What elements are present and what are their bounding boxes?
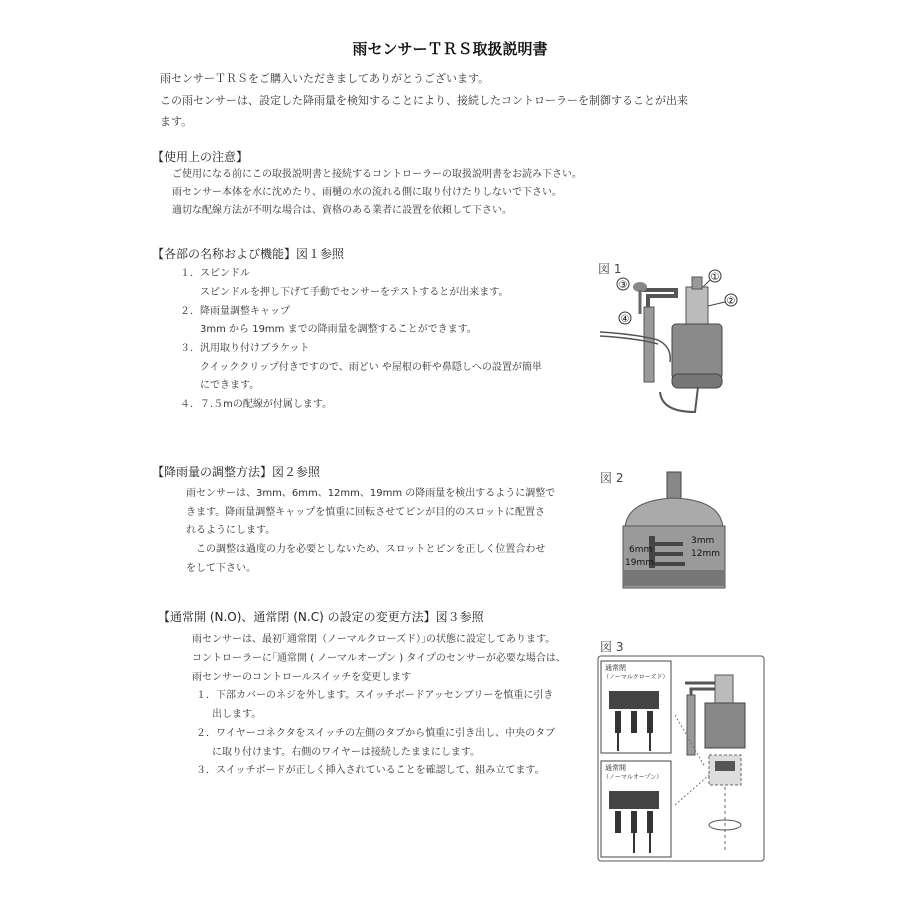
figure-2-label: 図 2 [600, 471, 624, 485]
figure-3-switch-illustration [597, 655, 767, 865]
switch-line-1: 雨センサーは、最初｢通常閉（ノーマルクローズド）｣の状態に設定してあります。 [192, 634, 556, 645]
document-title: 雨センサーＴＲＳ取扱説明書 [352, 40, 548, 58]
intro-line-1: 雨センサーＴＲＳをご購入いただきましてありがとうございます。 [160, 72, 490, 85]
mark-3mm: 3mm [691, 536, 715, 546]
adjust-line-2: きます。降雨量調整キャップを慎重に回転させてピンが目的のスロットに配置さ [186, 507, 545, 518]
switch-line-6: ２．ワイヤーコネクタをスイッチの左側のタブから慎重に引き出し、中央のタブ [196, 728, 556, 739]
adjust-line-1: 雨センサーは、3mm、6mm、12mm、19mm の降雨量を検出するように調整で [186, 488, 556, 499]
parts-heading: 【各部の名称および機能】図１参照 [152, 247, 345, 261]
nc-label-1: 通常閉 [605, 664, 626, 672]
mark-6mm: 6mm [629, 545, 653, 555]
switch-line-7: に取り付けます。右側のワイヤーは接続したままにします。 [212, 747, 481, 758]
no-label-2: （ノーマルオープン） [603, 774, 663, 781]
figure-2-cap-illustration [615, 470, 735, 595]
callout-4: ④ [620, 314, 630, 325]
intro-line-2: この雨センサーは、設定した降雨量を検知することにより、接続したコントローラーを制御することが出来 [160, 94, 688, 107]
parts-line-8: ４．７.５mの配線が付属します。 [180, 399, 333, 410]
parts-line-6: クイッククリップ付きですので、雨どい や屋根の軒や鼻隠しへの設置が簡単 [200, 362, 542, 373]
parts-line-1: １．スピンドル [180, 268, 250, 279]
callout-2: ② [726, 296, 736, 307]
switch-line-2: コントローラーに｢通常開 ( ノーマルオープン ) タイプのセンサーが必要な場合は、 [192, 653, 566, 664]
parts-line-5: ３．汎用取り付けブラケット [180, 343, 310, 354]
switch-line-8: ３．スイッチボードが正しく挿入されていることを確認して、組み立てます。 [196, 765, 545, 776]
adjust-heading: 【降雨量の調整方法】図２参照 [152, 465, 321, 479]
nc-label-2: （ノーマルクローズド） [603, 674, 669, 681]
caution-heading: 【使用上の注意】 [152, 150, 249, 164]
caution-line-1: ご使用になる前にこの取扱説明書と接続するコントローラーの取扱説明書をお読み下さい。 [172, 169, 582, 180]
switch-line-5: 出します。 [212, 709, 262, 720]
no-label-1: 通常開 [605, 764, 626, 772]
adjust-line-4: この調整は過度の力を必要としないため、スロットとピンを正しく位置合わせ [196, 544, 546, 555]
callout-1: ① [710, 272, 720, 283]
adjust-line-5: をして下さい。 [186, 563, 256, 574]
figure-1-label: 図 1 [598, 262, 622, 276]
parts-line-4: 3mm から 19mm までの降雨量を調整することができます。 [200, 324, 477, 335]
caution-line-3: 適切な配線方法が不明な場合は、資格のある業者に設置を依頼して下さい。 [172, 205, 512, 216]
parts-line-7: にできます。 [200, 380, 260, 391]
adjust-line-3: れるようにします。 [186, 525, 276, 536]
figure-1-sensor-illustration [580, 262, 750, 432]
figure-3-label: 図 3 [600, 640, 624, 654]
mark-19mm: 19mm [625, 558, 654, 568]
mark-12mm: 12mm [691, 549, 720, 559]
switch-line-4: １．下部カバーのネジを外します。スイッチボードアッセンブリーを慎重に引き [196, 690, 554, 701]
caution-line-2: 雨センサー本体を水に沈めたり、雨樋の水の流れる側に取り付けたりしないで下さい。 [172, 187, 562, 198]
intro-line-3: ます。 [160, 115, 193, 128]
switch-line-3: 雨センサーのコントロールスイッチを変更します [192, 672, 412, 683]
callout-3: ③ [618, 280, 628, 291]
parts-line-3: ２．降雨量調整キャップ [180, 306, 290, 317]
parts-line-2: スピンドルを押し下げて手動でセンサーをテストするとが出来ます。 [200, 287, 509, 298]
switch-heading: 【通常開 (N.O)、通常閉 (N.C) の設定の変更方法】図３参照 [158, 610, 484, 624]
